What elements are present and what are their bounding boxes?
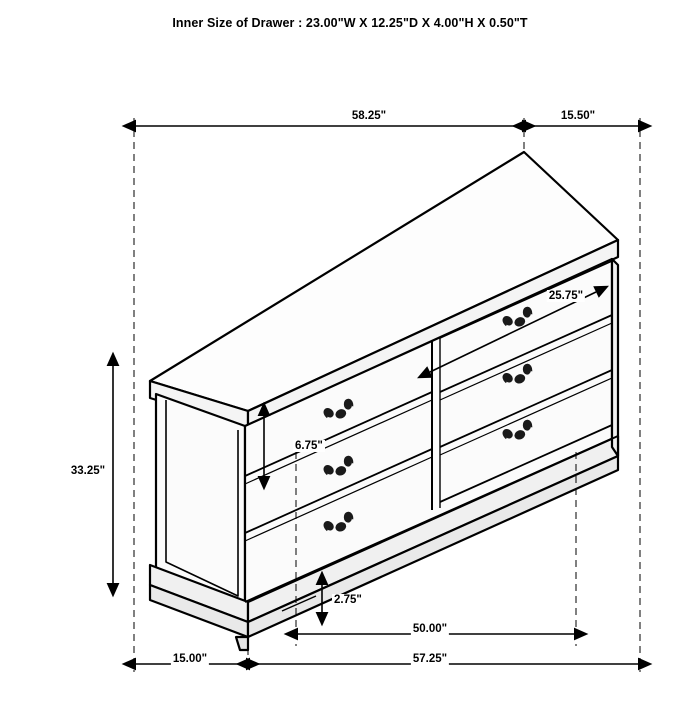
dim-overall-height: 33.25" — [70, 465, 106, 477]
dresser-body — [150, 152, 618, 650]
dim-side-depth-bottom: 15.00" — [172, 653, 208, 665]
page-title: Inner Size of Drawer : 23.00"W X 12.25"D X 4.00"H X 0.50"T — [172, 16, 528, 30]
dim-drawer-front-height: 6.75" — [295, 440, 323, 452]
dim-front-inner-width: 50.00" — [412, 623, 448, 635]
dim-base-toe-height: 2.75" — [334, 594, 362, 606]
dim-top-width-main: 58.25" — [351, 110, 387, 122]
dim-drawer-diagonal-depth: 25.75" — [548, 290, 584, 302]
dim-top-width-side: 15.50" — [560, 110, 596, 122]
dim-overall-width-bottom: 57.25" — [412, 653, 448, 665]
